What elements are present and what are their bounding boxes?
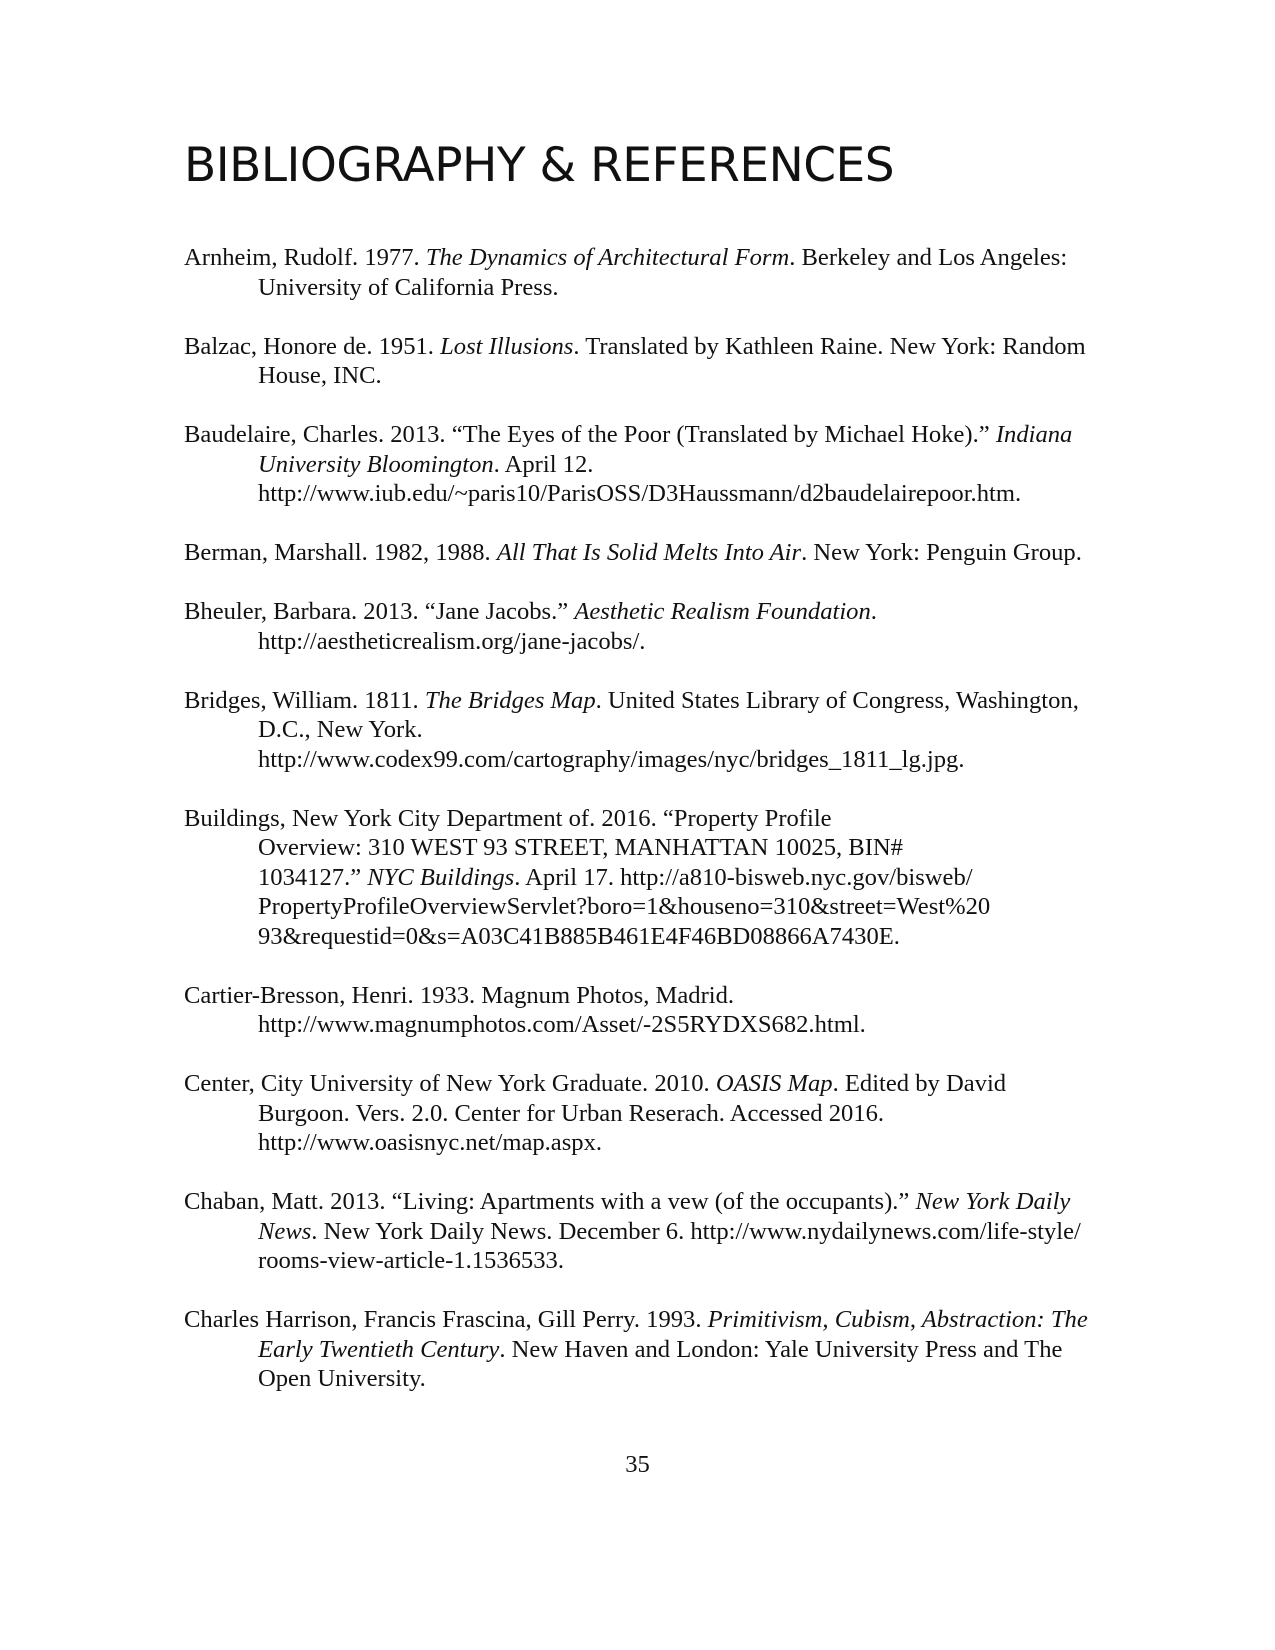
bibliography-entry-balzac <box>184 332 1114 391</box>
entry-line <box>258 1099 1114 1129</box>
entry-line <box>184 1187 1114 1217</box>
entry-line <box>184 538 1114 568</box>
italic-title-text: Primitivism, Cubism, Abstraction: The <box>707 1306 1088 1333</box>
citation-text: Arnheim, Rudolf. 1977. <box>184 244 426 271</box>
italic-title-text: New York Daily <box>915 1188 1071 1215</box>
italic-title-text: Lost Illusions <box>440 332 574 360</box>
entry-line <box>184 332 1114 362</box>
citation-text: 1034127.” <box>258 863 368 891</box>
citation-text: Cartier-Bresson, Henri. 1933. Magnum Photos, Madrid. <box>184 981 735 1009</box>
citation-text: Charles Harrison, Francis Frascina, Gill Perry. 1993. <box>184 1306 708 1333</box>
entry-line <box>258 450 1114 480</box>
entry-line <box>184 597 1114 627</box>
entry-line <box>258 1010 1114 1040</box>
citation-text: Burgoon. Vers. 2.0. Center for Urban Reserach. Accessed 2016. <box>258 1099 885 1127</box>
italic-title-text: Early Twentieth Century <box>258 1335 500 1363</box>
bibliography-entry-berman <box>184 538 1114 568</box>
page-number: 35 <box>625 1451 650 1478</box>
entry-line <box>184 1069 1114 1099</box>
citation-text: . Edited by David <box>832 1070 1007 1097</box>
citation-text: 93&requestid=0&s=A03C41B885B461E4F46BD08866A7430E. <box>258 922 900 950</box>
citation-text: http://www.oasisnyc.net/map.aspx. <box>258 1129 603 1156</box>
entry-line <box>184 686 1114 716</box>
citation-text: http://www.iub.edu/~paris10/ParisOSS/D3Haussmann/d2baudelairepoor.htm. <box>258 480 1022 507</box>
citation-text: D.C., New York. <box>258 716 423 743</box>
citation-text: http://aestheticrealism.org/jane-jacobs/. <box>258 627 646 655</box>
entry-line <box>258 833 1114 863</box>
bibliography-entry-baudelaire <box>184 420 1114 509</box>
entry-line <box>184 981 1114 1011</box>
citation-text: . New Haven and London: Yale University Press and The <box>499 1335 1063 1363</box>
entry-line <box>258 1246 1114 1276</box>
italic-title-text: The Bridges Map <box>424 686 596 714</box>
entry-line <box>184 1305 1114 1335</box>
citation-text: . New York Daily News. December 6. http://www.nydailynews.com/life-style/ <box>311 1217 1081 1245</box>
entry-line <box>258 1217 1114 1247</box>
citation-text: . New York: Penguin Group. <box>801 539 1082 566</box>
citation-text: Berman, Marshall. 1982, 1988. <box>184 539 497 566</box>
bibliography-entry-center <box>184 1069 1114 1158</box>
page-title: BIBLIOGRAPHY & REFERENCES <box>184 138 895 193</box>
citation-text: . United States Library of Congress, Washington, <box>595 686 1079 714</box>
citation-text: Overview: 310 WEST 93 STREET, MANHATTAN 10025, BIN# <box>258 834 903 861</box>
italic-title-text: Aesthetic Realism Foundation <box>574 598 871 625</box>
bibliography-entry-chaban <box>184 1187 1114 1276</box>
italic-title-text: NYC Buildings <box>367 863 515 891</box>
citation-text: . Translated by Kathleen Raine. New York: Random <box>573 332 1086 360</box>
italic-title-text: News <box>258 1217 312 1245</box>
citation-text: http://www.magnumphotos.com/Asset/-2S5RYDXS682.html. <box>258 1011 866 1038</box>
entry-line <box>258 1335 1114 1365</box>
citation-text: . Berkeley and Los Angeles: <box>789 244 1068 271</box>
entry-line <box>258 715 1114 745</box>
bibliography-entry-bheuler <box>184 597 1114 656</box>
citation-text: Center, City University of New York Graduate. 2010. <box>184 1070 716 1097</box>
bibliography-list <box>184 243 1114 1394</box>
citation-text: . April 17. http://a810-bisweb.nyc.gov/bisweb/ <box>514 863 973 891</box>
italic-title-text: All That Is Solid Melts Into Air <box>496 539 802 566</box>
italic-title-text: University Bloomington <box>258 450 494 478</box>
entry-line <box>258 361 1114 391</box>
entry-line <box>258 745 1114 775</box>
citation-text: Bheuler, Barbara. 2013. “Jane Jacobs.” <box>184 598 575 625</box>
citation-text: Baudelaire, Charles. 2013. “The Eyes of the Poor (Translated by Michael Hoke).” <box>184 421 996 448</box>
entry-line <box>258 273 1114 303</box>
citation-text: PropertyProfileOverviewServlet?boro=1&houseno=310&street=West%20 <box>258 893 991 920</box>
bibliography-entry-bridges <box>184 686 1114 775</box>
italic-title-text: OASIS Map <box>715 1070 833 1097</box>
bibliography-entry-cartier-bresson <box>184 981 1114 1040</box>
bibliography-entry-arnheim <box>184 243 1114 302</box>
citation-text: . <box>870 598 877 625</box>
citation-text: . April 12. <box>493 450 594 478</box>
citation-text: House, INC. <box>258 362 382 389</box>
entry-line <box>258 1364 1114 1394</box>
entry-line <box>184 420 1114 450</box>
citation-text: Buildings, New York City Department of. 2016. “Property Profile <box>184 804 832 832</box>
entry-line <box>184 804 1114 834</box>
citation-text: Bridges, William. 1811. <box>184 686 425 714</box>
citation-text: University of California Press. <box>258 273 559 301</box>
bibliography-entry-harrison <box>184 1305 1114 1394</box>
italic-title-text: The Dynamics of Architectural Form <box>425 244 790 271</box>
entry-line <box>258 892 1114 922</box>
citation-text: Chaban, Matt. 2013. “Living: Apartments with a vew (of the occupants).” <box>184 1188 916 1215</box>
entry-line <box>258 922 1114 952</box>
entry-line <box>258 627 1114 657</box>
citation-text: rooms-view-article-1.1536533. <box>258 1247 564 1274</box>
citation-text: Balzac, Honore de. 1951. <box>184 332 441 360</box>
italic-title-text: Indiana <box>995 421 1073 448</box>
bibliography-entry-buildings <box>184 804 1114 952</box>
entry-line <box>258 1128 1114 1158</box>
entry-line <box>258 863 1114 893</box>
citation-text: http://www.codex99.com/cartography/images/nyc/bridges_1811_lg.jpg. <box>258 745 965 773</box>
citation-text: Open University. <box>258 1365 426 1392</box>
entry-line <box>258 479 1114 509</box>
entry-line <box>184 243 1114 273</box>
